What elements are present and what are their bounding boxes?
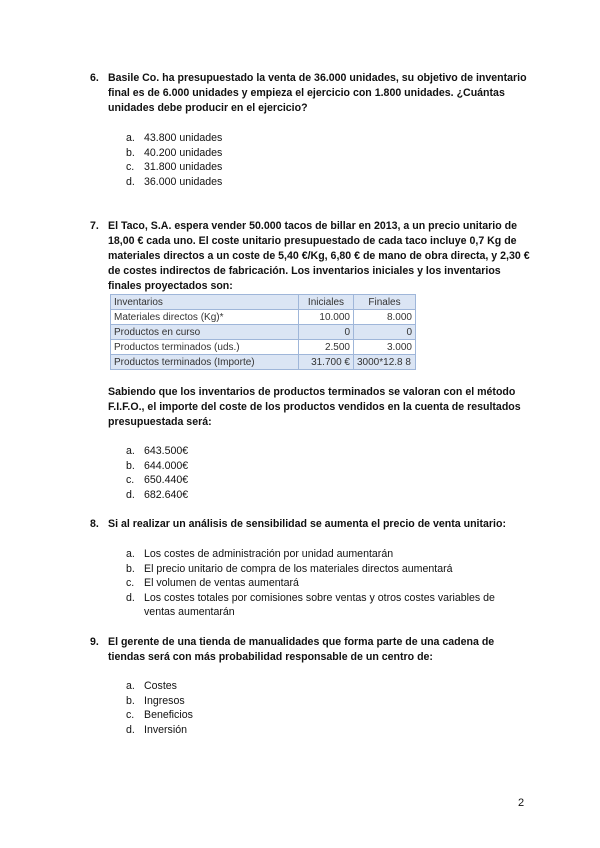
question-7 <box>90 219 530 294</box>
question-7-options <box>126 444 524 502</box>
question-number: 9. <box>90 636 99 648</box>
table-cell: Productos terminados (Importe) <box>111 355 299 370</box>
table-cell: 0 <box>299 325 354 340</box>
table-header: Inventarios <box>111 295 299 310</box>
question-text: Basile Co. ha presupuestado la venta de 36.000 unidades, su objetivo de inventario final es de 6.000 unidades y empieza el ejercicio con 1.800 unidades. ¿Cuántas unidades debe producir en el ejercicio? <box>108 72 527 114</box>
table-cell: Productos en curso <box>111 325 299 340</box>
table-cell: Productos terminados (uds.) <box>111 340 299 355</box>
table-header-row <box>111 295 416 310</box>
table-cell: 3000*12.8 8 <box>354 355 416 370</box>
table-cell: 2.500 <box>299 340 354 355</box>
inventory-table <box>110 294 416 370</box>
option-b: b. 40.200 unidades <box>126 146 223 159</box>
question-text: Si al realizar un análisis de sensibilidad se aumenta el precio de venta unitario: <box>108 518 506 530</box>
option-c: c. 31.800 unidades <box>126 161 223 174</box>
option-a: a. 643.500€ <box>126 445 189 457</box>
option-a: a. 43.800 unidades <box>126 132 223 144</box>
table-cell: Materiales directos (Kg)* <box>111 310 299 325</box>
question-number: 6. <box>90 72 99 84</box>
question-text: El gerente de una tienda de manualidades que forma parte de una cadena de tiendas será con más probabilidad responsable de un centro de: <box>108 636 495 663</box>
option-b: b. Ingresos <box>126 694 185 707</box>
table-header: Finales <box>354 295 416 310</box>
option-d: d. Los costes totales por comisiones sobre ventas y otros costes variables de ventas aumentarán <box>126 591 495 619</box>
option-c: c. 650.440€ <box>126 474 189 487</box>
question-6 <box>90 71 530 116</box>
question-8-options <box>126 547 524 620</box>
option-c: c. El volumen de ventas aumentará <box>126 577 299 590</box>
option-b: b. El precio unitario de compra de los materiales directos aumentará <box>126 562 453 575</box>
question-6-options <box>126 131 524 189</box>
option-d: d. 682.640€ <box>126 488 189 501</box>
table-cell: 8.000 <box>354 310 416 325</box>
option-b: b. 644.000€ <box>126 459 189 472</box>
option-c: c. Beneficios <box>126 709 193 722</box>
option-d: d. Inversión <box>126 723 187 736</box>
question-8 <box>90 517 530 532</box>
option-a: a. Los costes de administración por unidad aumentarán <box>126 548 394 560</box>
question-7-followup <box>108 385 528 430</box>
question-text: El Taco, S.A. espera vender 50.000 tacos de billar en 2013, a un precio unitario de 18,00 € cada uno. El coste unitario presupuestado de cada taco incluye 0,7 Kg de materiales directos a un coste de 5,40 €/Kg, 6,80 € de mano de obra directa, y 2,30 € de costes indirectos de fabricación. Los inventarios iniciales y los inventarios finales proyectados son: <box>108 220 530 292</box>
option-a: a. Costes <box>126 680 177 692</box>
question-9-options <box>126 679 524 737</box>
page-number: 2 <box>518 797 525 809</box>
table-cell: 31.700 € <box>299 355 354 370</box>
option-d: d. 36.000 unidades <box>126 175 223 188</box>
table-header: Iniciales <box>299 295 354 310</box>
table-cell: 0 <box>354 325 416 340</box>
table-row <box>111 310 416 325</box>
table-row <box>111 355 416 370</box>
question-number: 8. <box>90 518 99 530</box>
followup-text: Sabiendo que los inventarios de productos terminados se valoran con el método F.I.F.O., el importe del coste de los productos vendidos en la cuenta de resultados presupuestada será: <box>108 386 521 428</box>
table-row <box>111 325 416 340</box>
table-row <box>111 340 416 355</box>
question-9 <box>90 635 530 665</box>
question-number: 7. <box>90 220 99 232</box>
table-cell: 10.000 <box>299 310 354 325</box>
table-cell: 3.000 <box>354 340 416 355</box>
